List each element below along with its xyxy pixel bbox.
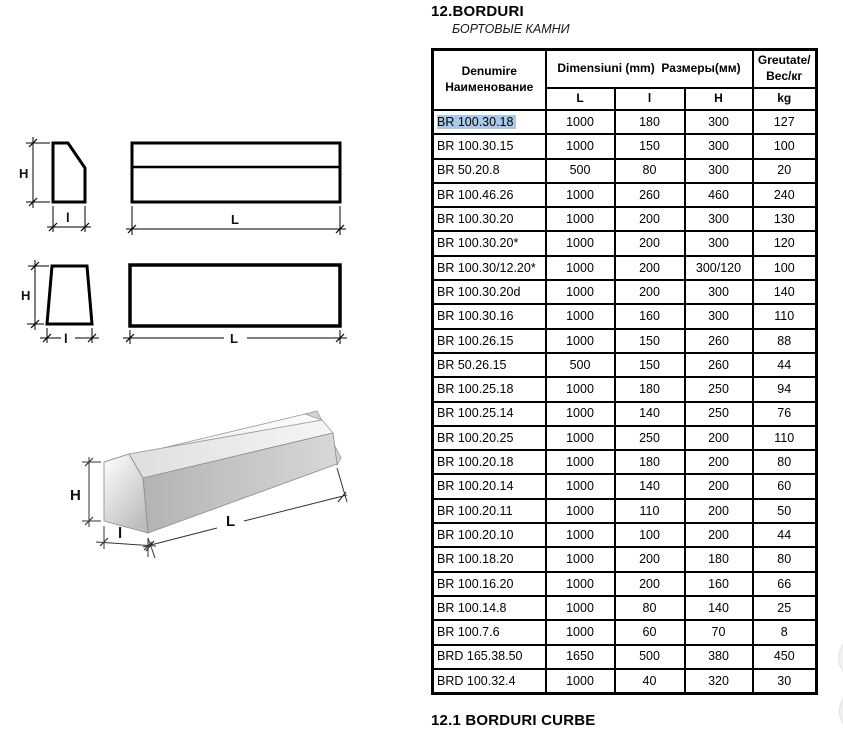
cell-name[interactable]: BR 100.46.26 [433, 183, 546, 207]
header-name-ro: Denumire [461, 64, 517, 79]
cell-l[interactable]: 180 [615, 450, 685, 474]
cell-kg[interactable]: 110 [753, 304, 817, 328]
table-row[interactable] [433, 547, 817, 571]
cell-L[interactable]: 1000 [546, 304, 615, 328]
cell-l[interactable]: 150 [615, 134, 685, 158]
table-row[interactable] [433, 159, 817, 183]
table-row[interactable] [433, 523, 817, 547]
cell-H[interactable]: 300 [685, 280, 753, 304]
cell-L[interactable]: 1000 [546, 231, 615, 255]
cell-name[interactable]: BR 100.20.10 [433, 523, 546, 547]
cell-l[interactable]: 250 [615, 426, 685, 450]
dim-label-l: l [64, 331, 68, 346]
cell-l[interactable]: 110 [615, 499, 685, 523]
cell-l[interactable]: 80 [615, 596, 685, 620]
table-row[interactable] [433, 402, 817, 426]
cell-name[interactable]: BR 100.18.20 [433, 547, 546, 571]
cell-L[interactable]: 1650 [546, 645, 615, 669]
cell-H[interactable]: 200 [685, 426, 753, 450]
cell-kg[interactable]: 66 [753, 572, 817, 596]
dim-label-L: L [230, 331, 238, 346]
cell-L[interactable]: 1000 [546, 669, 615, 694]
cell-L[interactable]: 1000 [546, 474, 615, 498]
header-name-column [433, 50, 546, 111]
table-body [433, 110, 817, 694]
cell-L[interactable]: 1000 [546, 523, 615, 547]
cell-L[interactable]: 1000 [546, 450, 615, 474]
cell-H[interactable]: 200 [685, 450, 753, 474]
cell-l[interactable]: 140 [615, 402, 685, 426]
cell-kg[interactable]: 94 [753, 377, 817, 401]
header-col-L: L [546, 88, 615, 110]
cell-L[interactable]: 1000 [546, 572, 615, 596]
section-subtitle: БОРТОВЫЕ КАМНИ [452, 22, 570, 36]
cell-L[interactable]: 1000 [546, 426, 615, 450]
dim-label-L: L [226, 513, 236, 530]
header-dimensions-ro: Dimensiuni (mm) [557, 61, 655, 76]
cell-name[interactable]: BR 100.20.11 [433, 499, 546, 523]
cell-l[interactable]: 200 [615, 280, 685, 304]
header-col-l: l [615, 88, 685, 110]
selection-highlight: BR 100.30.18 [437, 115, 516, 130]
table-row[interactable] [433, 329, 817, 353]
cell-kg[interactable]: 20 [753, 159, 817, 183]
cell-kg[interactable]: 8 [753, 620, 817, 644]
header-weight-ru: Вес/кг [766, 69, 803, 83]
cell-kg[interactable]: 100 [753, 256, 817, 280]
cell-L[interactable]: 1000 [546, 183, 615, 207]
cell-kg[interactable]: 80 [753, 547, 817, 571]
cell-H[interactable]: 300 [685, 134, 753, 158]
cell-name[interactable]: BR 50.26.15 [433, 353, 546, 377]
cell-kg[interactable]: 140 [753, 280, 817, 304]
cell-H[interactable]: 160 [685, 572, 753, 596]
cell-name[interactable]: BR 100.20.14 [433, 474, 546, 498]
cell-H[interactable]: 300 [685, 231, 753, 255]
watermark-circle [838, 636, 843, 680]
watermark-circle [839, 687, 843, 735]
header-weight-ro: Greutate/ [757, 53, 811, 68]
cell-L[interactable]: 1000 [546, 377, 615, 401]
cell-name[interactable]: BR 100.20.18 [433, 450, 546, 474]
cell-l[interactable]: 200 [615, 231, 685, 255]
cell-l[interactable]: 150 [615, 353, 685, 377]
cell-kg[interactable]: 60 [753, 474, 817, 498]
cell-H[interactable]: 300 [685, 207, 753, 231]
cell-kg[interactable]: 80 [753, 450, 817, 474]
cell-L[interactable]: 1000 [546, 499, 615, 523]
cell-H[interactable]: 200 [685, 523, 753, 547]
table-row[interactable] [433, 596, 817, 620]
cell-H[interactable]: 300/120 [685, 256, 753, 280]
cell-H[interactable]: 180 [685, 547, 753, 571]
cell-H[interactable]: 260 [685, 329, 753, 353]
header-col-kg: kg [753, 88, 817, 110]
cell-name[interactable]: BR 100.7.6 [433, 620, 546, 644]
header-dimensions-ru: Размеры(мм) [661, 61, 741, 76]
dim-label-l: l [66, 210, 70, 225]
cell-L[interactable]: 1000 [546, 207, 615, 231]
table-row[interactable] [433, 256, 817, 280]
side-view-rect [130, 265, 340, 326]
cell-kg[interactable]: 110 [753, 426, 817, 450]
cell-l[interactable]: 80 [615, 159, 685, 183]
cell-name[interactable]: BR 100.30.20d [433, 280, 546, 304]
table-row[interactable] [433, 572, 817, 596]
cell-kg[interactable]: 127 [753, 110, 817, 134]
dim-label-L: L [231, 212, 239, 227]
cell-l[interactable]: 200 [615, 256, 685, 280]
table-row[interactable] [433, 426, 817, 450]
header-weight [753, 50, 817, 89]
table-row[interactable] [433, 304, 817, 328]
cell-l[interactable]: 150 [615, 329, 685, 353]
cell-H[interactable]: 320 [685, 669, 753, 694]
table-row[interactable] [433, 645, 817, 669]
cell-L[interactable]: 1000 [546, 329, 615, 353]
cell-H[interactable]: 250 [685, 402, 753, 426]
cell-kg[interactable]: 30 [753, 669, 817, 694]
cell-l[interactable]: 180 [615, 377, 685, 401]
table-row[interactable] [433, 134, 817, 158]
cell-L[interactable]: 500 [546, 353, 615, 377]
cell-name[interactable] [433, 110, 546, 134]
cell-l[interactable]: 500 [615, 645, 685, 669]
cell-kg[interactable]: 120 [753, 231, 817, 255]
cell-kg[interactable]: 130 [753, 207, 817, 231]
cell-kg[interactable]: 50 [753, 499, 817, 523]
cell-name[interactable]: BR 100.30.15 [433, 134, 546, 158]
dim-label-H: H [70, 487, 81, 504]
cell-L[interactable]: 1000 [546, 620, 615, 644]
table-row[interactable] [433, 353, 817, 377]
cell-L[interactable]: 1000 [546, 402, 615, 426]
cell-H[interactable]: 200 [685, 499, 753, 523]
cell-name[interactable]: BR 100.14.8 [433, 596, 546, 620]
products-table [431, 48, 818, 695]
cell-H[interactable]: 260 [685, 353, 753, 377]
cell-kg[interactable]: 44 [753, 523, 817, 547]
table-row[interactable] [433, 207, 817, 231]
cell-L[interactable]: 1000 [546, 256, 615, 280]
table-row[interactable] [433, 377, 817, 401]
cell-name[interactable]: BR 100.30/12.20* [433, 256, 546, 280]
cell-l[interactable]: 200 [615, 207, 685, 231]
cell-l[interactable]: 260 [615, 183, 685, 207]
table-row[interactable] [433, 669, 817, 694]
header-name-ru: Наименование [445, 80, 534, 94]
cell-kg[interactable]: 100 [753, 134, 817, 158]
section-title: 12.BORDURI [431, 3, 524, 20]
dim-label-H: H [19, 166, 29, 181]
cell-l[interactable]: 60 [615, 620, 685, 644]
cell-name[interactable]: BR 100.25.14 [433, 402, 546, 426]
dim-label-H: H [21, 288, 31, 303]
cell-H[interactable]: 460 [685, 183, 753, 207]
cell-H[interactable]: 300 [685, 159, 753, 183]
table-row[interactable] [433, 620, 817, 644]
table-row[interactable] [433, 499, 817, 523]
chamfer-section-shape [53, 143, 85, 202]
dim-label-l: l [118, 525, 123, 542]
cell-l[interactable]: 200 [615, 572, 685, 596]
cell-l[interactable]: 40 [615, 669, 685, 694]
drawing-3d-curb [70, 411, 347, 558]
cell-L[interactable]: 1000 [546, 547, 615, 571]
table-row[interactable] [433, 183, 817, 207]
drawing-chamfer-profile [19, 137, 346, 235]
cell-H[interactable]: 70 [685, 620, 753, 644]
cell-H[interactable]: 300 [685, 304, 753, 328]
cell-H[interactable]: 250 [685, 377, 753, 401]
table-row[interactable] [433, 231, 817, 255]
cell-name[interactable]: BR 50.20.8 [433, 159, 546, 183]
technical-drawings [0, 0, 430, 600]
cell-name[interactable]: BRD 100.32.4 [433, 669, 546, 694]
table-row[interactable] [433, 280, 817, 304]
table-row[interactable] [433, 450, 817, 474]
cell-H[interactable]: 200 [685, 474, 753, 498]
table-row[interactable] [433, 474, 817, 498]
cell-H[interactable]: 380 [685, 645, 753, 669]
cell-name[interactable]: BR 100.30.16 [433, 304, 546, 328]
cell-name[interactable]: BR 100.20.25 [433, 426, 546, 450]
cell-name[interactable]: BR 100.30.20 [433, 207, 546, 231]
cell-l[interactable]: 100 [615, 523, 685, 547]
cell-l[interactable]: 140 [615, 474, 685, 498]
cell-kg[interactable]: 25 [753, 596, 817, 620]
cell-L[interactable]: 1000 [546, 110, 615, 134]
header-dimensions [546, 50, 753, 89]
header-col-H: H [685, 88, 753, 110]
side-view-rect [132, 143, 340, 202]
cell-kg[interactable]: 240 [753, 183, 817, 207]
cell-name[interactable]: BR 100.30.20* [433, 231, 546, 255]
cell-name[interactable]: BR 100.25.18 [433, 377, 546, 401]
cell-L[interactable]: 1000 [546, 280, 615, 304]
cell-H[interactable]: 300 [685, 110, 753, 134]
cell-name[interactable]: BR 100.16.20 [433, 572, 546, 596]
cell-L[interactable]: 1000 [546, 596, 615, 620]
cell-kg[interactable]: 88 [753, 329, 817, 353]
cell-name[interactable]: BR 100.26.15 [433, 329, 546, 353]
cell-name[interactable]: BRD 165.38.50 [433, 645, 546, 669]
cell-L[interactable]: 1000 [546, 134, 615, 158]
cell-l[interactable]: 160 [615, 304, 685, 328]
drawing-trapezoid-profile [21, 260, 347, 346]
cell-l[interactable]: 200 [615, 547, 685, 571]
cell-kg[interactable]: 44 [753, 353, 817, 377]
trapezoid-section-shape [47, 266, 92, 324]
cell-kg[interactable]: 76 [753, 402, 817, 426]
cell-L[interactable]: 500 [546, 159, 615, 183]
table-row[interactable] [433, 110, 817, 134]
cell-l[interactable]: 180 [615, 110, 685, 134]
cell-kg[interactable]: 450 [753, 645, 817, 669]
cell-H[interactable]: 140 [685, 596, 753, 620]
next-section-title: 12.1 BORDURI CURBE [431, 712, 596, 729]
